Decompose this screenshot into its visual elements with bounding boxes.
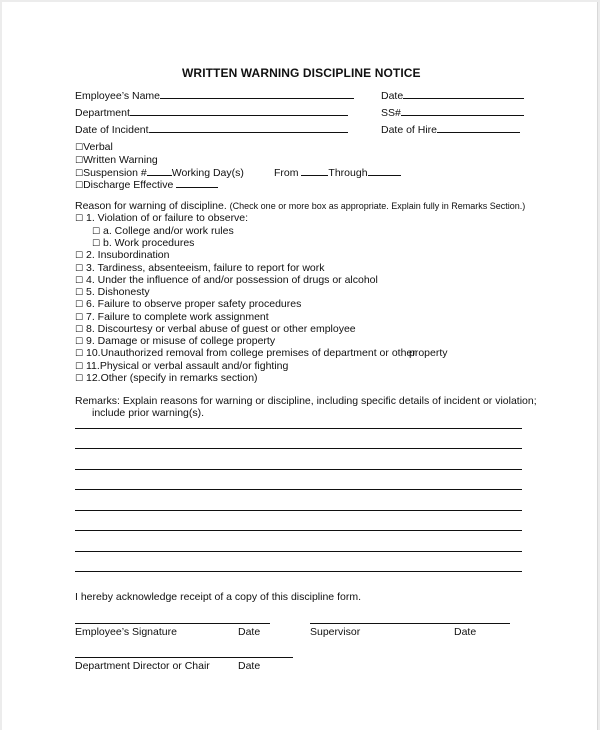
date-of-hire-blank[interactable] xyxy=(437,123,520,133)
remarks-line[interactable] xyxy=(75,551,522,552)
checkbox-icon[interactable]: ☐ xyxy=(75,143,84,153)
date-of-hire-label: Date of Hire xyxy=(381,124,438,136)
employee-name-label: Employee’s Name xyxy=(75,90,161,102)
verbal-label: Verbal xyxy=(83,141,113,153)
reason-10-tail: property xyxy=(409,347,448,359)
department-field[interactable] xyxy=(75,106,348,119)
reason-label: 2. Insubordination xyxy=(86,249,170,261)
reason-label: 5. Dishonesty xyxy=(86,286,150,298)
from-label: From xyxy=(274,167,299,179)
checkbox-icon[interactable]: ☐ xyxy=(75,337,84,347)
date-of-incident-blank[interactable] xyxy=(149,123,348,133)
reason-label: 4. Under the influence of and/or possession of drugs or alcohol xyxy=(86,274,378,286)
date-of-incident-label: Date of Incident xyxy=(75,124,149,136)
director-date-label: Date xyxy=(238,660,261,672)
reason-note: (Check one or more box as appropriate. Explain fully in Remarks Section.) xyxy=(229,201,526,211)
suspension-label: Suspension # xyxy=(83,167,147,179)
employee-signature-label: Employee’s Signature xyxy=(75,626,177,638)
checkbox-icon[interactable]: ☐ xyxy=(75,264,84,274)
reason-item[interactable] xyxy=(75,372,258,385)
supervisor-signature-line[interactable] xyxy=(310,623,510,624)
document-page xyxy=(2,2,598,730)
employee-name-field[interactable] xyxy=(75,89,354,102)
written-warning-label: Written Warning xyxy=(83,154,158,166)
discharge-label: Discharge Effective xyxy=(83,179,174,191)
remarks-line[interactable] xyxy=(75,448,522,449)
date-of-incident-field[interactable] xyxy=(75,123,348,136)
verbal-option[interactable] xyxy=(75,141,113,154)
reason-label: 8. Discourtesy or verbal abuse of guest or other employee xyxy=(86,323,356,335)
working-days-label: Working Day(s) xyxy=(171,167,244,179)
from-blank[interactable] xyxy=(301,166,328,176)
date-label: Date xyxy=(381,90,404,102)
remarks-line[interactable] xyxy=(75,571,522,572)
reason-label: 7. Failure to complete work assignment xyxy=(86,311,269,323)
reason-item[interactable] xyxy=(75,347,416,360)
checkbox-icon[interactable]: ☐ xyxy=(75,288,84,298)
date-blank[interactable] xyxy=(403,89,524,99)
reason-label: 12.Other (specify in remarks section) xyxy=(86,372,258,384)
through-blank[interactable] xyxy=(368,166,401,176)
remarks-label-continued: include prior warning(s). xyxy=(92,407,205,419)
remarks-line[interactable] xyxy=(75,428,522,429)
checkbox-icon[interactable]: ☐ xyxy=(75,300,84,310)
date-field[interactable] xyxy=(381,89,524,102)
employee-date-label: Date xyxy=(238,626,261,638)
checkbox-icon[interactable]: ☐ xyxy=(75,325,84,335)
reason-item[interactable] xyxy=(75,212,248,225)
discharge-blank[interactable] xyxy=(176,178,218,188)
department-blank[interactable] xyxy=(130,106,348,116)
reason-item[interactable] xyxy=(75,249,169,262)
director-signature-line[interactable] xyxy=(75,657,293,658)
reason-label: 1. Violation of or failure to observe: xyxy=(86,212,249,224)
reason-item[interactable] xyxy=(75,298,301,311)
remarks-label: Remarks: Explain reasons for warning or discipline, including specific details of incident or violation; xyxy=(75,395,537,407)
remarks-line[interactable] xyxy=(75,489,522,490)
suspension-number-blank[interactable] xyxy=(147,166,172,176)
checkbox-icon[interactable]: ☐ xyxy=(92,239,101,249)
reason-label: 6. Failure to observe proper safety procedures xyxy=(86,298,302,310)
employee-signature-line[interactable] xyxy=(75,623,270,624)
checkbox-icon[interactable]: ☐ xyxy=(75,251,84,261)
reason-label: b. Work procedures xyxy=(103,237,195,249)
checkbox-icon[interactable]: ☐ xyxy=(75,214,84,224)
checkbox-icon[interactable]: ☐ xyxy=(75,349,84,359)
checkbox-icon[interactable]: ☐ xyxy=(75,169,84,179)
employee-name-blank[interactable] xyxy=(160,89,354,99)
remarks-line[interactable] xyxy=(75,510,522,511)
remarks-line[interactable] xyxy=(75,530,522,531)
ssn-field[interactable] xyxy=(381,106,524,119)
acknowledgement-text: I hereby acknowledge receipt of a copy of this discipline form. xyxy=(75,591,361,603)
department-label: Department xyxy=(75,107,130,119)
supervisor-date-label: Date xyxy=(454,626,477,638)
ssn-blank[interactable] xyxy=(401,106,524,116)
supervisor-label: Supervisor xyxy=(310,626,361,638)
through-label: Through xyxy=(328,167,368,179)
ssn-label: SS# xyxy=(381,107,401,119)
checkbox-icon[interactable]: ☐ xyxy=(75,181,84,191)
reason-label: a. College and/or work rules xyxy=(103,225,234,237)
reason-label: 9. Damage or misuse of college property xyxy=(86,335,276,347)
director-label: Department Director or Chair xyxy=(75,660,210,672)
discharge-option[interactable] xyxy=(75,178,218,192)
from-field[interactable] xyxy=(274,166,401,179)
reason-label: 3. Tardiness, absenteeism, failure to report for work xyxy=(86,262,325,274)
remarks-line[interactable] xyxy=(75,469,522,470)
checkbox-icon[interactable]: ☐ xyxy=(92,227,101,237)
checkbox-icon[interactable]: ☐ xyxy=(75,156,84,166)
checkbox-icon[interactable]: ☐ xyxy=(75,276,84,286)
checkbox-icon[interactable]: ☐ xyxy=(75,374,84,384)
checkbox-icon[interactable]: ☐ xyxy=(75,313,84,323)
reason-label: 11.Physical or verbal assault and/or fighting xyxy=(86,360,289,372)
date-of-hire-field[interactable] xyxy=(381,123,520,136)
reason-heading xyxy=(75,200,525,212)
reason-label: 10.Unauthorized removal from college premises of department or other xyxy=(86,347,416,359)
reason-heading-text: Reason for warning of discipline. xyxy=(75,200,227,212)
checkbox-icon[interactable]: ☐ xyxy=(75,362,84,372)
page-title: WRITTEN WARNING DISCIPLINE NOTICE xyxy=(182,66,421,80)
